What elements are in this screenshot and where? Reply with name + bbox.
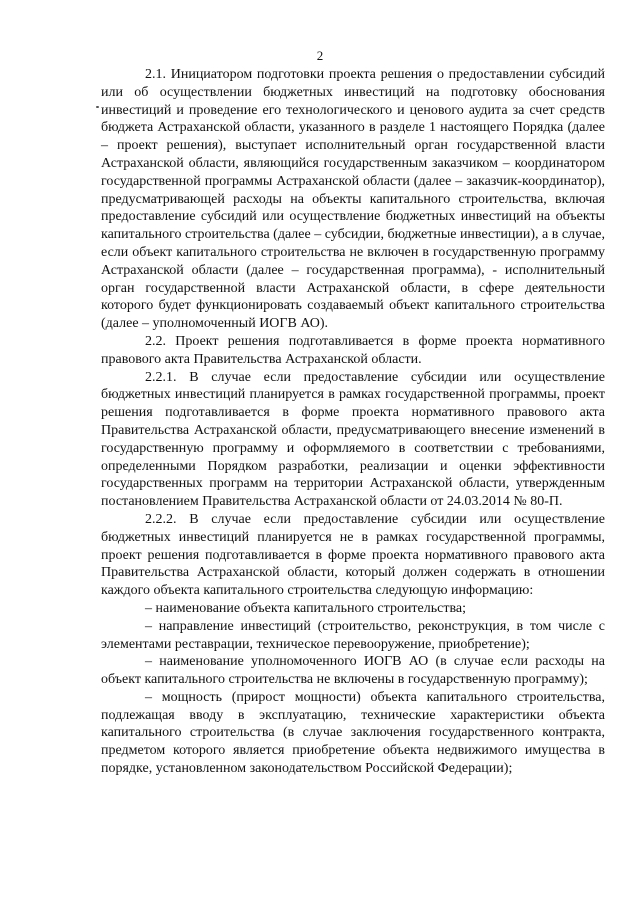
list-item: – наименование объекта капитального строительства; — [145, 600, 466, 616]
scan-speck — [96, 106, 99, 108]
paragraph-2-2-2: 2.2.2. В случае если предоставление субсидии или осуществление бюджетных инвестиций планируется не в рамках государственной программы, проект решения подготавливается в форме проекта нормативного правового акта Правительства Астраханской области, который должен содержать в отношении каждого объекта капитального строительства следующую информацию: — [101, 511, 605, 599]
page-number: 2 — [316, 48, 324, 63]
list-item: – наименование уполномоченного ИОГВ АО (в случае если расходы на объект капитального строительства не включены в государственную программу); — [101, 654, 605, 688]
paragraph-2-2-1: 2.2.1. В случае если предоставление субсидии или осуществление бюджетных инвестиций планируется в рамках государственной программы, проект решения подготавливается в форме проекта нормативного правового акта Правительства Астраханской области, предусматривающего внесение изменений в государственную программу и оформляемого в соответствии с требованиями, определенными Порядком разработки, реализации и оценки эффективности государственных программ на территории Астраханской области, утвержденным постановлением Правительства Астраханской области от 24.03.2014 № 80-П. — [101, 369, 605, 510]
list-item: – направление инвестиций (строительство, реконструкция, в том числе с элементами реставрации, техническое перевооружение, приобретение); — [101, 618, 605, 652]
list-item: – мощность (прирост мощности) объекта капитального строительства, подлежащая вводу в эксплуатацию, технические характеристики объекта капитального строительства (в случае заключения государственного контракта, предметом которого является приобретение объекта недвижимого имущества в порядке, установленном законодательством Российской Федерации); — [101, 689, 605, 777]
paragraph-2-1: 2.1. Инициатором подготовки проекта решения о предоставлении субсидий или об осуществлении бюджетных инвестиций на подготовку обоснования инвестиций и проведение его технологического и ценового аудита за счет средств бюджета Астраханской области, указанного в разделе 1 настоящего Порядка (далее – проект решения), выступает исполнительный орган государственной власти Астраханской области, являющийся государственным заказчиком – координатором государственной программы Астраханской области (далее – заказчик-координатор), предусматривающей расходы на объекты капитального строительства, включая предоставление субсидий или осуществление бюджетных инвестиций на объекты капитального строительства (далее – субсидии, бюджетные инвестиции), а в случае, если объект капитального строительства не включен в государственную программу Астраханской области (далее – государственная программа), - исполнительный орган государственной власти Астраханской области, в сфере деятельности которого будет функционировать создаваемый объект капитального строительства (далее – уполномоченный ИОГВ АО). — [101, 67, 605, 332]
paragraph-2-2: 2.2. Проект решения подготавливается в форме проекта нормативного правового акта Правительства Астраханской области. — [101, 333, 605, 367]
document-body — [101, 66, 605, 778]
